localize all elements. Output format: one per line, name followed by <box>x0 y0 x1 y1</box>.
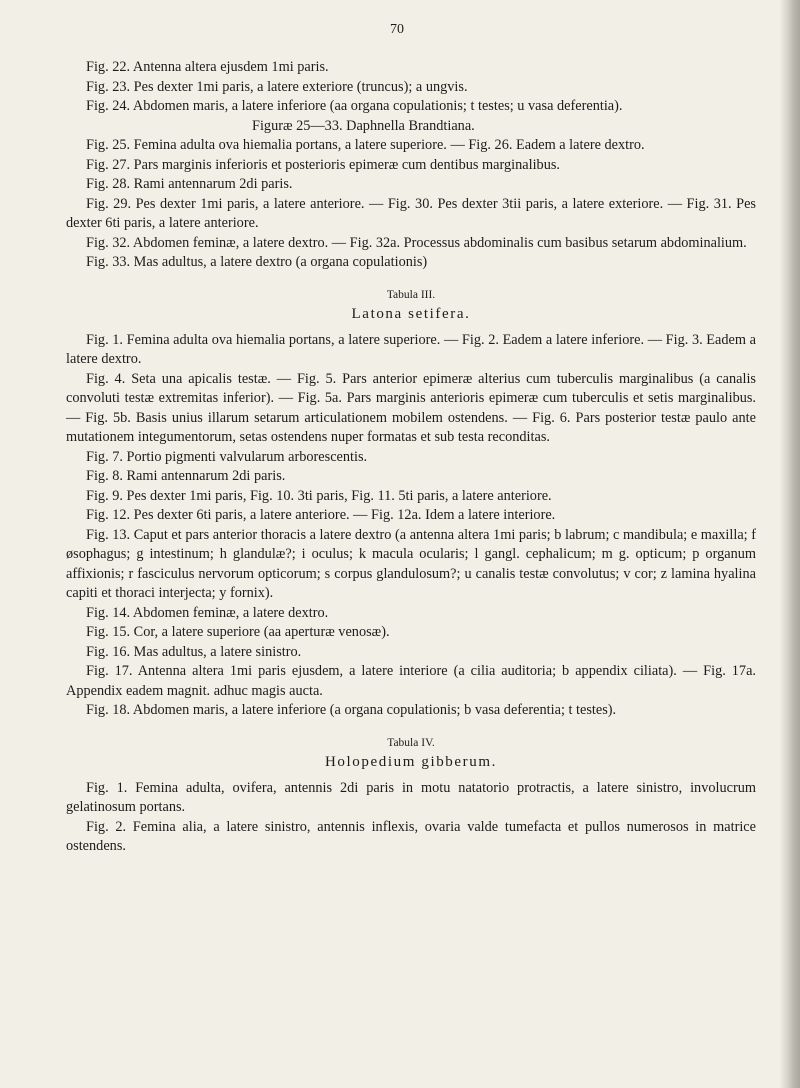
fig-27-caption: Fig. 27. Pars marginis inferioris et posterioris epimeræ cum dentibus marginalibus. <box>86 156 560 173</box>
t4-fig-2-caption: Fig. 2. Femina alia, a latere sinistro, antennis inflexis, ovaria valde tumefacta et pullos numerosos in matrice ostendens. <box>66 818 756 854</box>
daphnella-heading: Figuræ 25—33. Daphnella Brandtiana. <box>252 117 475 134</box>
t3-fig-1-caption: Fig. 1. Femina adulta ova hiemalia portans, a latere superiore. — Fig. 2. Eadem a latere inferiore. — Fig. 3. Eadem a latere dextro. <box>66 331 756 367</box>
fig-24-caption: Fig. 24. Abdomen maris, a latere inferiore (aa organa copulationis; t testes; u vasa deferentia). <box>86 98 623 114</box>
page-number: 70 <box>390 22 404 37</box>
t3-fig-7-caption: Fig. 7. Portio pigmenti valvularum arborescentis. <box>86 448 368 465</box>
tabula-3-title: Latona setifera. <box>351 306 471 322</box>
tabula-4-label: Tabula IV. <box>387 736 435 749</box>
fig-32-caption: Fig. 32. Abdomen feminæ, a latere dextro. — Fig. 32a. Processus abdominalis cum basibus setarum abdominalium. <box>86 234 747 251</box>
fig-33-caption: Fig. 33. Mas adultus, a latere dextro (a organa copulationis) <box>86 254 428 270</box>
fig-29-caption: Fig. 29. Pes dexter 1mi paris, a latere anteriore. — Fig. 30. Pes dexter 3tii paris, a latere exteriore. — Fig. 31. Pes dexter 6ti paris, a latere anteriore. <box>66 195 756 231</box>
fig-22-caption: Fig. 22. Antenna altera ejusdem 1mi paris. <box>86 59 329 75</box>
t3-fig-16-caption: Fig. 16. Mas adultus, a latere sinistro. <box>86 643 302 660</box>
fig-23-caption: Fig. 23. Pes dexter 1mi paris, a latere exteriore (truncus); a ungvis. <box>86 78 468 95</box>
t3-fig-13-caption: Fig. 13. Caput et pars anterior thoracis a latere dextro (a antenna altera 1mi paris; b labrum; c mandibula; e maxilla; f øsophagus; g intestinum; h glandulæ?; i oculus; k macula ocularis; l gangl. cephalicum; m g. opticum; p organum affixionis; r fasciculus nervorum opticorum; s corpus glandulosum?; u canalis testæ convolutus; v cor; z lamina hyalina capiti et thoraci interjecta; y fornix). <box>66 526 756 601</box>
t3-fig-15-caption: Fig. 15. Cor, a latere superiore (aa aperturæ venosæ). <box>86 624 390 640</box>
fig-28-caption: Fig. 28. Rami antennarum 2di paris. <box>86 176 293 192</box>
t3-fig-9-caption: Fig. 9. Pes dexter 1mi paris, Fig. 10. 3ti paris, Fig. 11. 5ti paris, a latere anteriore. <box>86 487 552 504</box>
tabula-4-title: Holopedium gibberum. <box>325 754 497 770</box>
book-edge <box>780 0 800 1088</box>
t3-fig-17-caption: Fig. 17. Antenna altera 1mi paris ejusdem, a latere interiore (a cilia auditoria; b appendix ciliata). — Fig. 17a. Appendix eadem magnit. adhuc magis aucta. <box>66 663 756 699</box>
tabula-3-label: Tabula III. <box>386 288 436 301</box>
fig-25-caption: Fig. 25. Femina adulta ova hiemalia portans, a latere superiore. — Fig. 26. Eadem a latere dextro. <box>86 137 645 153</box>
t3-fig-14-caption: Fig. 14. Abdomen feminæ, a latere dextro. <box>86 604 329 621</box>
text-body <box>66 58 756 857</box>
t3-fig-8-caption: Fig. 8. Rami antennarum 2di paris. <box>86 468 286 484</box>
t3-fig-4-caption: Fig. 4. Seta una apicalis testæ. — Fig. 5. Pars anterior epimeræ alterius cum tuberculis marginalibus (a canalis convoluti testæ extremitas inferior). — Fig. 5a. Pars marginis anterioris epimeræ cum tuberculis et setis marginalibus. — Fig. 5b. Basis unius illarum setarum articulationem mobilem ostendens. — Fig. 6. Pars posterior testæ paulo ante mutationem integumentorum, setas ostendens nuper formatas et sub testa reconditas. <box>66 370 756 445</box>
t3-fig-18-caption: Fig. 18. Abdomen maris, a latere inferiore (a organa copulationis; b vasa deferentia; t testes). <box>86 702 617 718</box>
t4-fig-1-caption: Fig. 1. Femina adulta, ovifera, antennis 2di paris in motu natatorio protractis, a latere sinistro, involucrum gelatinosum portans. <box>66 779 756 815</box>
t3-fig-12-caption: Fig. 12. Pes dexter 6ti paris, a latere anteriore. — Fig. 12a. Idem a latere interiore. <box>86 507 556 523</box>
